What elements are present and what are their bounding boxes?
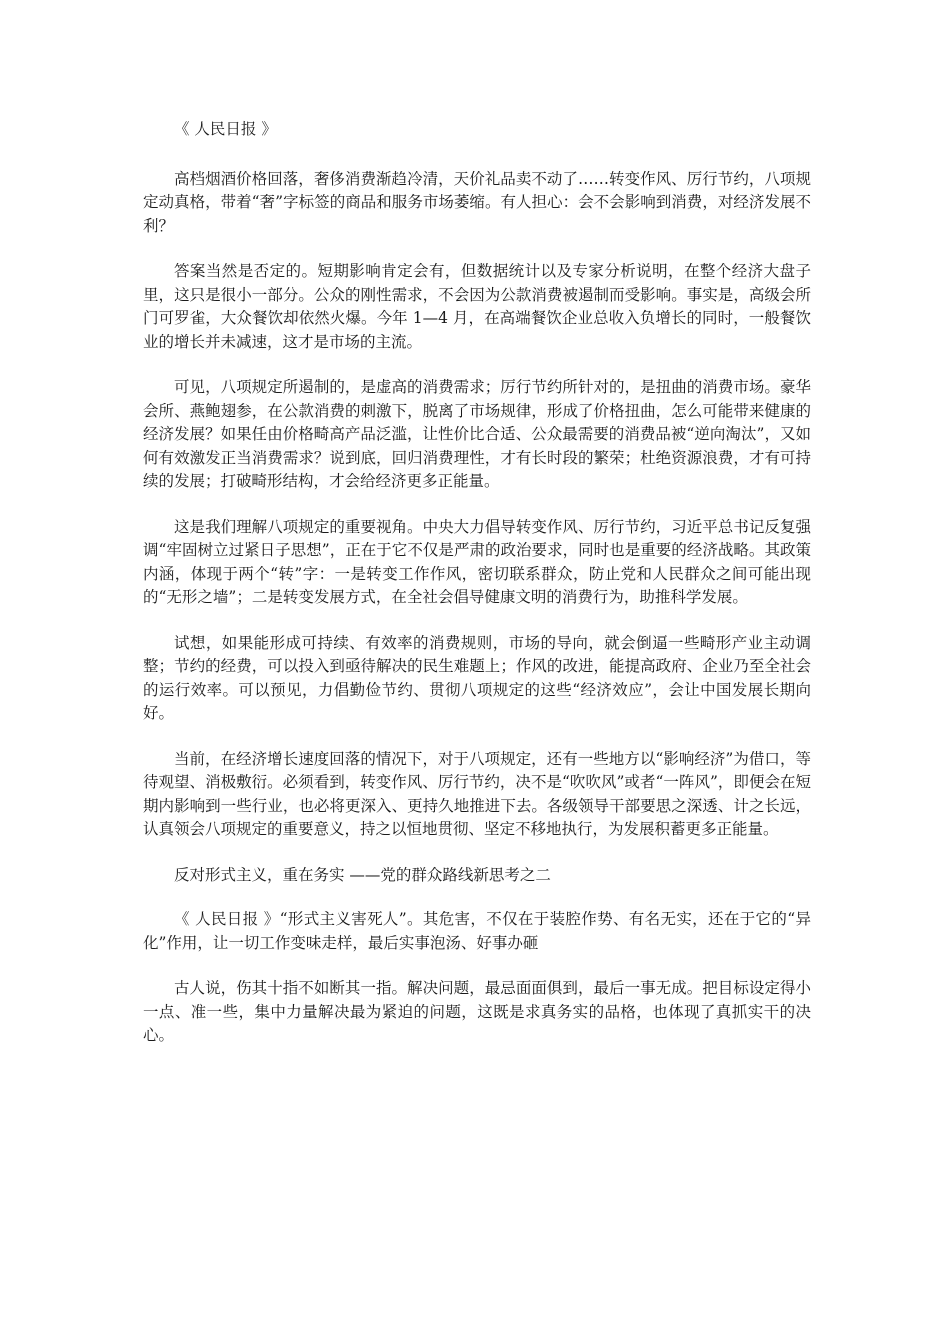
body-paragraph: 可见，八项规定所遏制的，是虚高的消费需求；厉行节约所针对的，是扭曲的消费市场。豪华会所、燕鲍翅参，在公款消费的刺激下，脱离了市场规律，形成了价格扭曲，怎么可能带来健康的经济发展？如果任由价格畸高产品泛滥，让性价比合适、公众最需要的消费品被“逆向淘汰”，又如何有效激发正当消费需求？说到底，回归消费理性，才有长时段的繁荣；杜绝资源浪费，才有可持续的发展；打破畸形结构，才会给经济更多正能量。 <box>143 378 811 490</box>
source-line: 《 人民日报 》 <box>174 120 277 138</box>
body-paragraph: 高档烟酒价格回落，奢侈消费渐趋冷清，天价礼品卖不动了……转变作风、厉行节约，八项规定动真格，带着“奢”字标签的商品和服务市场萎缩。有人担心：会不会影响到消费，对经济发展不利？ <box>143 169 811 235</box>
body-paragraph: 试想，如果能形成可持续、有效率的消费规则，市场的导向，就会倒逼一些畸形产业主动调整；节约的经费，可以投入到亟待解决的民生难题上；作风的改进，能提高政府、企业乃至全社会的运行效率。可以预见，力倡勤俭节约、贯彻八项规定的这些“经济效应”，会让中国发展长期向好。 <box>143 633 811 722</box>
section-intro: 《 人民日报 》“形式主义害死人”。其危害，不仅在于装腔作势、有名无实，还在于它的“异化”作用，让一切工作变味走样，最后实事泡汤、好事办砸 <box>143 910 811 952</box>
body-paragraph: 答案当然是否定的。短期影响肯定会有，但数据统计以及专家分析说明，在整个经济大盘子里，这只是很小一部分。公众的刚性需求，不会因为公款消费被遏制而受影响。事实是，高级会所门可罗雀，大众餐饮却依然火爆。今年 1—4 月，在高端餐饮企业总收入负增长的同时，一般餐饮业的增长并未减速，这才是市场的主流。 <box>143 262 811 351</box>
article-body <box>143 118 811 1070</box>
closing-paragraph: 古人说，伤其十指不如断其一指。解决问题，最忌面面俱到，最后一事无成。把目标设定得小一点、准一些，集中力量解决最为紧迫的问题，这既是求真务实的品格，也体现了真抓实干的决心。 <box>143 979 811 1044</box>
section-title: 反对形式主义，重在务实 ——党的群众路线新思考之二 <box>174 865 551 884</box>
body-paragraph: 当前，在经济增长速度回落的情况下，对于八项规定，还有一些地方以“影响经济”为借口，等待观望、消极敷衍。必须看到，转变作风、厉行节约，决不是“吹吹风”或者“一阵风”，即便会在短期内影响到一些行业，也必将更深入、更持久地推进下去。各级领导干部要思之深透、计之长远，认真领会八项规定的重要意义，持之以恒地贯彻、坚定不移地执行，为发展积蓄更多正能量。 <box>143 749 811 838</box>
body-paragraph: 这是我们理解八项规定的重要视角。中央大力倡导转变作风、厉行节约，习近平总书记反复强调“牢固树立过紧日子思想”，正在于它不仅是严肃的政治要求，同时也是重要的经济战略。其政策内涵，体现于两个“转”字：一是转变工作作风，密切联系群众，防止党和人民群众之间可能出现的“无形之墙”；二是转变发展方式，在全社会倡导健康文明的消费行为，助推科学发展。 <box>143 517 811 606</box>
